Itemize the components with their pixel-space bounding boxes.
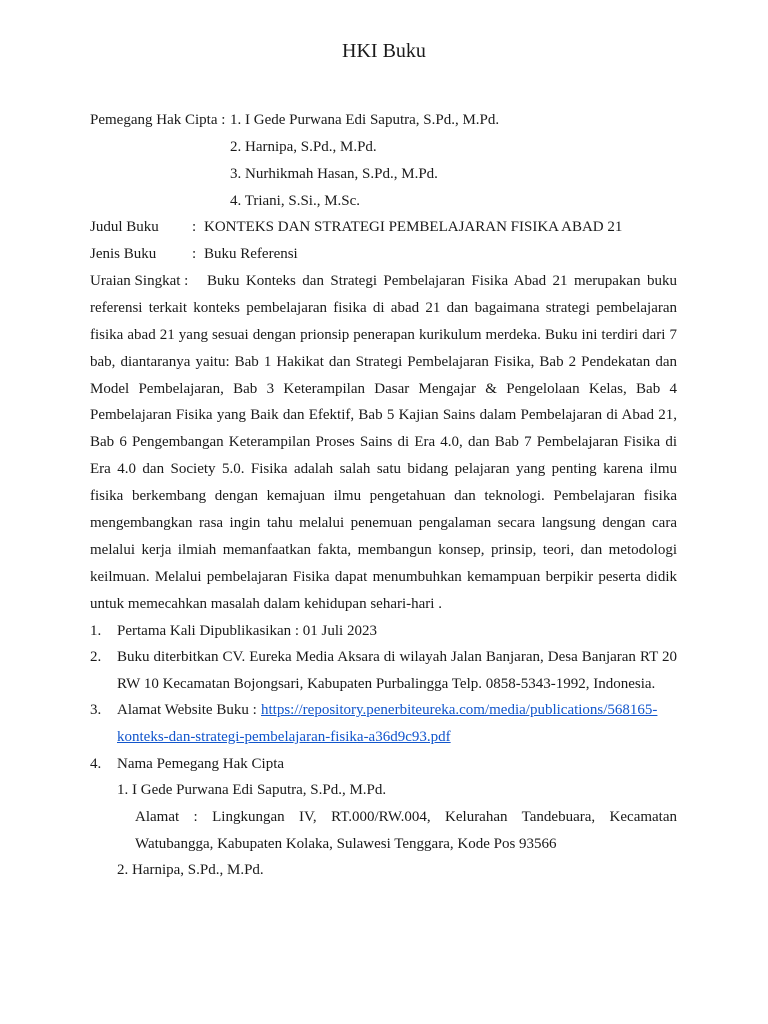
holder-detail-1: 1. I Gede Purwana Edi Saputra, S.Pd., M.Pd. bbox=[117, 782, 387, 798]
holder-detail-2: 2. Harnipa, S.Pd., M.Pd. bbox=[117, 862, 264, 878]
uraian-label: Uraian Singkat : bbox=[90, 273, 189, 289]
item-text-1: Pertama Kali Dipublikasikan : 01 Juli 2023 bbox=[117, 623, 377, 639]
item-text-2a: Buku diterbitkan CV. Eureka Media Aksara di wilayah Jalan Banjaran, Desa Banjaran RT 20 bbox=[117, 649, 677, 665]
judul-label: Judul Buku bbox=[90, 219, 159, 235]
holder-4: 4. Triani, S.Si., M.Sc. bbox=[230, 193, 361, 209]
uraian-line: Bab 6 Pengembangan Keterampilan Proses Sains di Era 4.0, dan Bab 7 Pembelajaran Fisika di bbox=[90, 434, 677, 450]
jenis-colon: : bbox=[192, 246, 197, 262]
judul-value: KONTEKS DAN STRATEGI PEMBELAJARAN FISIKA ABAD 21 bbox=[204, 219, 623, 235]
uraian-line: referensi terkait konteks pembelajaran fisika di abad 21 dan bagaimana strategi pembelajaran bbox=[90, 300, 677, 316]
item-number-3: 3. bbox=[90, 702, 102, 718]
holder-label: Pemegang Hak Cipta : bbox=[90, 112, 226, 128]
item-number-2: 2. bbox=[90, 649, 102, 665]
holder-address-1b: Watubangga, Kabupaten Kolaka, Sulawesi Tenggara, Kode Pos 93566 bbox=[135, 836, 557, 852]
jenis-label: Jenis Buku bbox=[90, 246, 157, 262]
uraian-line: Pembelajaran Fisika yang Baik dan Efektif, Bab 5 Kajian Sains dalam Pembelajaran di Abad 21, bbox=[90, 407, 677, 423]
item-number-1: 1. bbox=[90, 623, 102, 639]
uraian-line: untuk memecahkan masalah dalam kehidupan sehari-hari . bbox=[90, 596, 442, 612]
judul-colon: : bbox=[192, 219, 197, 235]
uraian-line: bab, diantaranya yaitu: Bab 1 Hakikat dan Strategi Pembelajaran Fisika, Bab 2 Pendekatan dan bbox=[90, 354, 677, 370]
holder-2: 2. Harnipa, S.Pd., M.Pd. bbox=[230, 139, 377, 155]
uraian-line: keilmuan. Melalui pembelajaran Fisika dapat menumbuhkan kemampuan berpikir peserta didik bbox=[90, 569, 677, 585]
uraian-line: fisika berkembang dengan kemajuan ilmu pengetahuan dan teknologi. Pembelajaran fisika bbox=[90, 488, 677, 504]
uraian-line: fisika abad 21 yang sesuai dengan prionsip penerapan kurikulum merdeka. Buku ini terdiri dari 7 bbox=[90, 327, 677, 343]
uraian-line: Model Pembelajaran, Bab 3 Keterampilan Dasar Mengajar & Pengelolaan Kelas, Bab 4 bbox=[90, 381, 677, 397]
uraian-line: Era 4.0 dan Society 5.0. Fisika adalah salah satu bidang pelajaran yang penting karena ilmu bbox=[90, 461, 677, 477]
uraian-line: mengembangkan rasa ingin tahu melalui penemuan pengalaman secara langsung dengan cara bbox=[90, 515, 677, 531]
uraian-line: Buku Konteks dan Strategi Pembelajaran Fisika Abad 21 merupakan buku bbox=[207, 273, 677, 289]
holder-address-1a: Alamat : Lingkungan IV, RT.000/RW.004, Kelurahan Tandebuara, Kecamatan bbox=[135, 809, 677, 825]
website-label: Alamat Website Buku : bbox=[117, 702, 257, 718]
item-number-4: 4. bbox=[90, 756, 102, 772]
item-text-4: Nama Pemegang Hak Cipta bbox=[117, 756, 285, 772]
holder-1: 1. I Gede Purwana Edi Saputra, S.Pd., M.Pd. bbox=[230, 112, 500, 128]
document-title: HKI Buku bbox=[342, 40, 426, 62]
website-link[interactable]: https://repository.penerbiteureka.com/media/publications/568165- bbox=[261, 702, 658, 718]
jenis-value: Buku Referensi bbox=[204, 246, 298, 262]
uraian-line: melalui kerja ilmiah memanfaatkan fakta, membangun konsep, prinsip, teori, dan metodologi bbox=[90, 542, 677, 558]
website-link-continued[interactable]: konteks-dan-strategi-pembelajaran-fisika-a36d9c93.pdf bbox=[117, 729, 451, 745]
item-text-2b: RW 10 Kecamatan Bojongsari, Kabupaten Purbalingga Telp. 0858-5343-1992, Indonesia. bbox=[117, 676, 656, 692]
holder-3: 3. Nurhikmah Hasan, S.Pd., M.Pd. bbox=[230, 166, 438, 182]
